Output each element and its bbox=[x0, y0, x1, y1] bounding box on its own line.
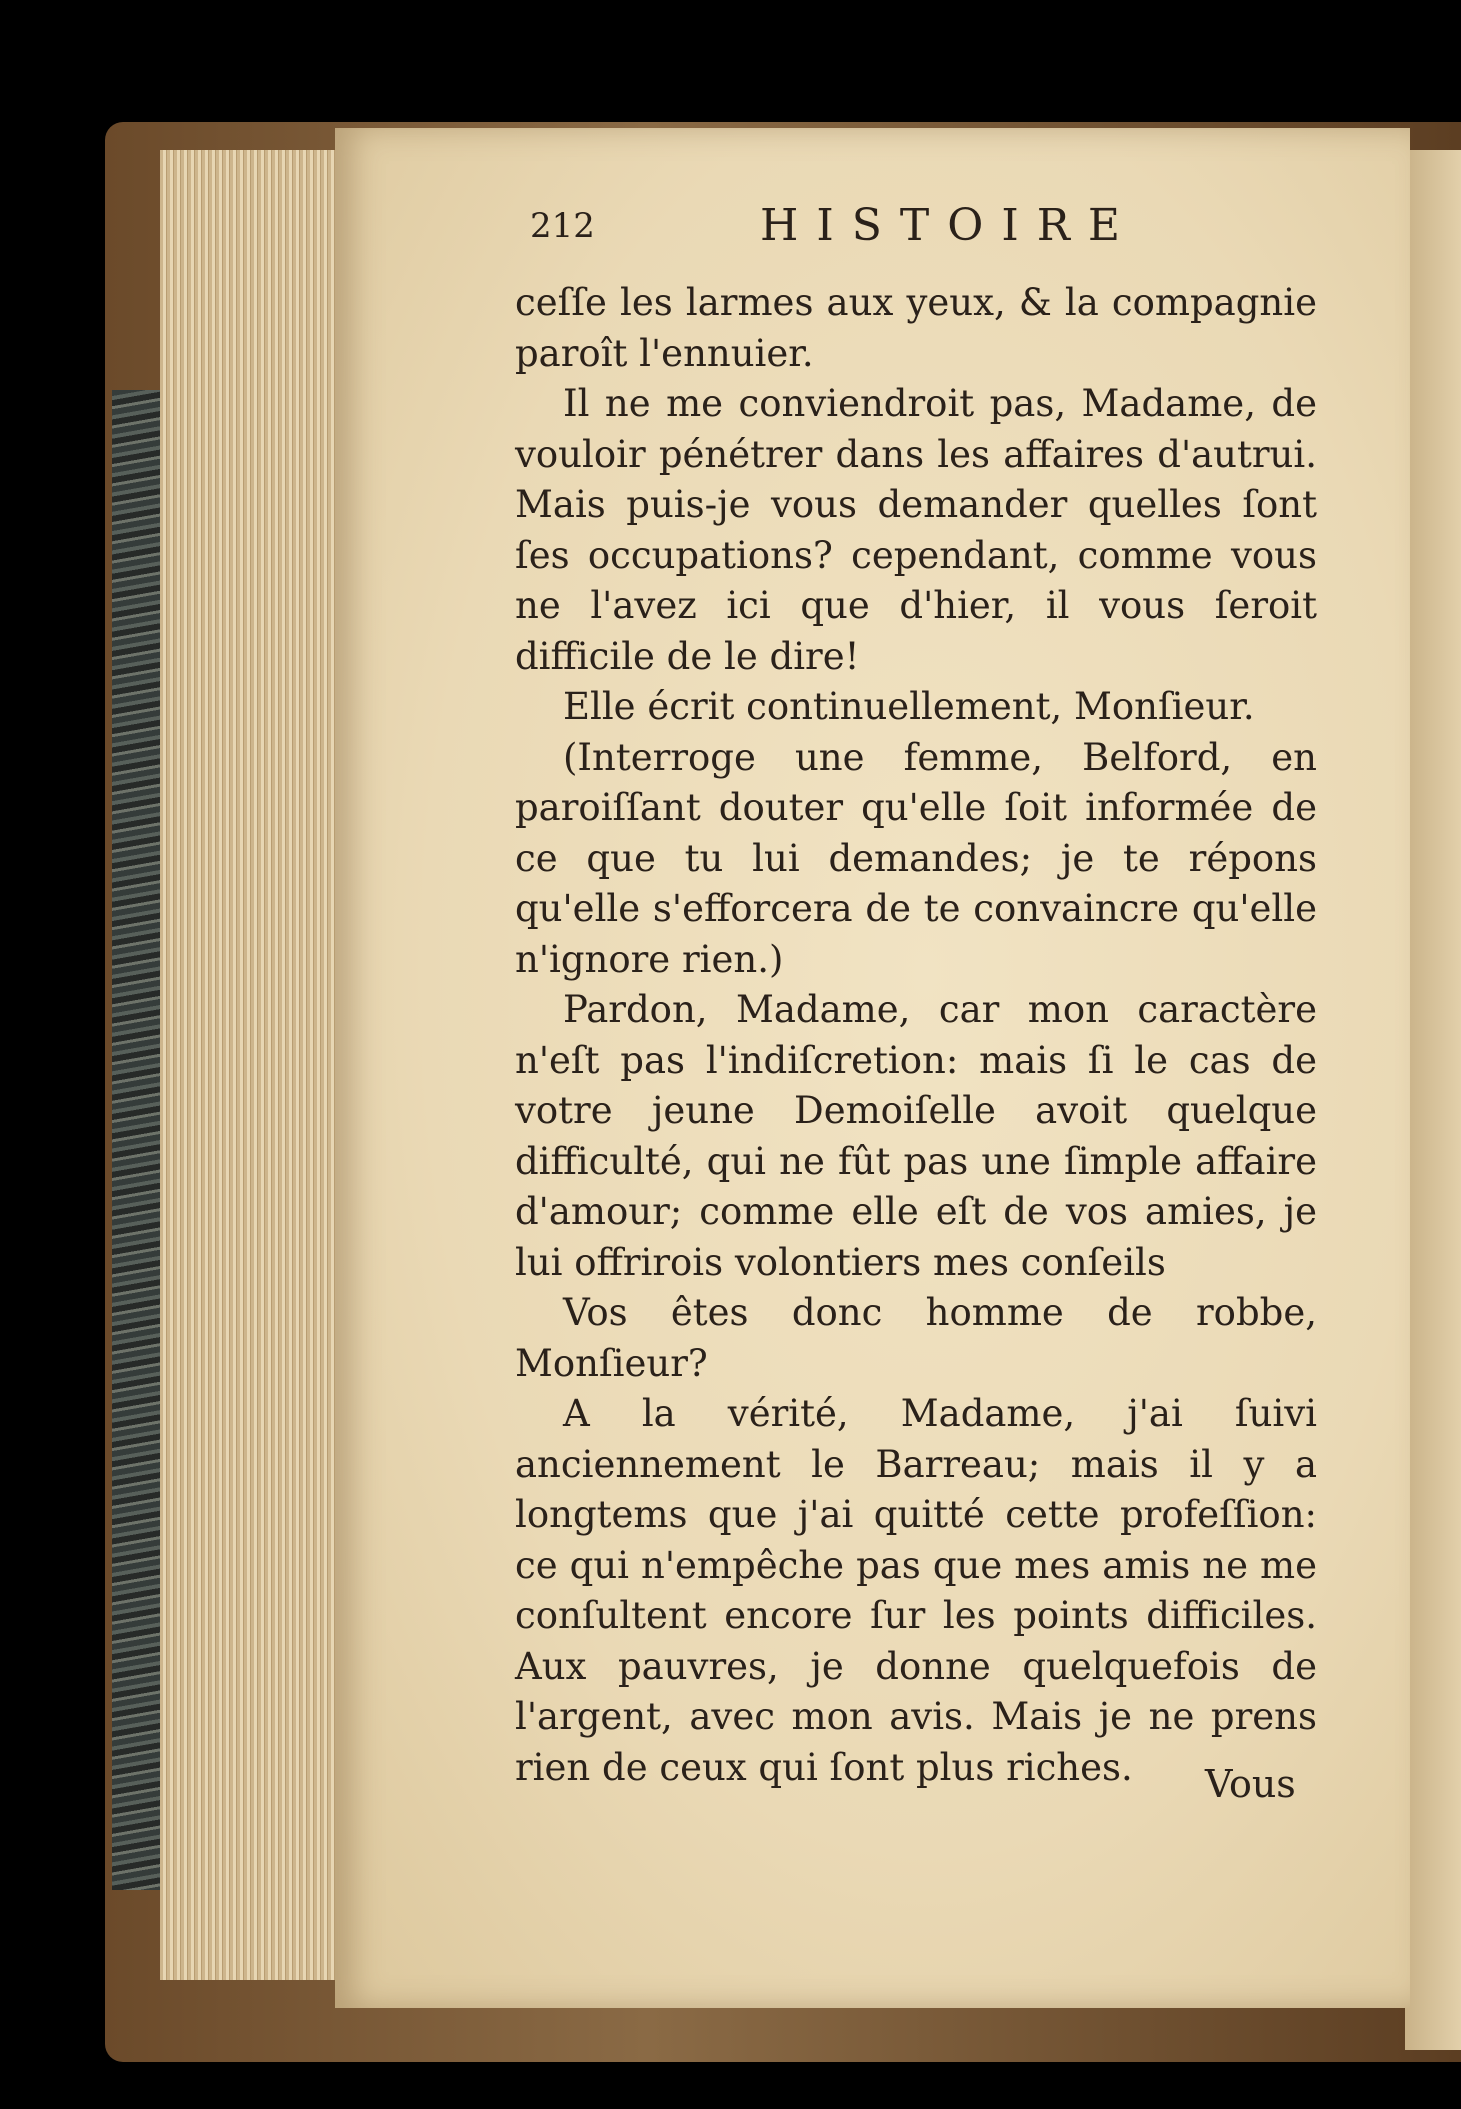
next-leaf-edge bbox=[1405, 150, 1461, 2050]
marbled-endpaper bbox=[112, 390, 162, 1890]
catchword: Vous bbox=[1205, 1762, 1296, 1806]
paragraph: (Interroge une femme, Belford, en paroiſſant douter qu'elle ſoit informée de ce que tu lui demandes; je te répons qu'elle s'efforcera de te convaincre qu'elle n'ignore rien.) bbox=[515, 735, 1317, 981]
page-header bbox=[530, 200, 1138, 260]
paragraph: Elle écrit continuellement, Monſieur. bbox=[563, 685, 1255, 728]
paragraph: A la vérité, Madame, j'ai ſuivi anciennement le Barreau; mais il y a longtems que j'ai quitté cette profeſſion: ce qui n'empêche pas que mes amis ne me conſultent encore ſur les points difficiles. Aux pauvres, je donne quelquefois de l'argent, avec mon avis. Mais je ne prens rien de ceux qui ſont plus riches. bbox=[515, 1392, 1317, 1789]
page-edges bbox=[160, 150, 335, 1980]
body-text bbox=[515, 278, 1317, 1793]
page-number: 212 bbox=[530, 206, 595, 246]
running-title: HISTOIRE bbox=[760, 200, 1138, 251]
paragraph: Vos êtes donc homme de robbe, Monſieur? bbox=[515, 1291, 1317, 1385]
paragraph: Il ne me conviendroit pas, Madame, de vouloir pénétrer dans les affaires d'autrui. Mais puis-je vous demander quelles ſont ſes occupations? cependant, comme vous ne l'avez ici que d'hier, il vous ſeroit difficile de le dire! bbox=[515, 382, 1317, 678]
paragraph: ceſſe les larmes aux yeux, & la compagnie paroît l'ennuier. bbox=[515, 281, 1317, 375]
paragraph: Pardon, Madame, car mon caractère n'eſt pas l'indiſcretion: mais ſi le cas de votre jeune Demoiſelle avoit quelque difficulté, qui ne fût pas une ſimple affaire d'amour; comme elle eſt de vos amies, je lui offrirois volontiers mes conſeils bbox=[515, 988, 1317, 1284]
